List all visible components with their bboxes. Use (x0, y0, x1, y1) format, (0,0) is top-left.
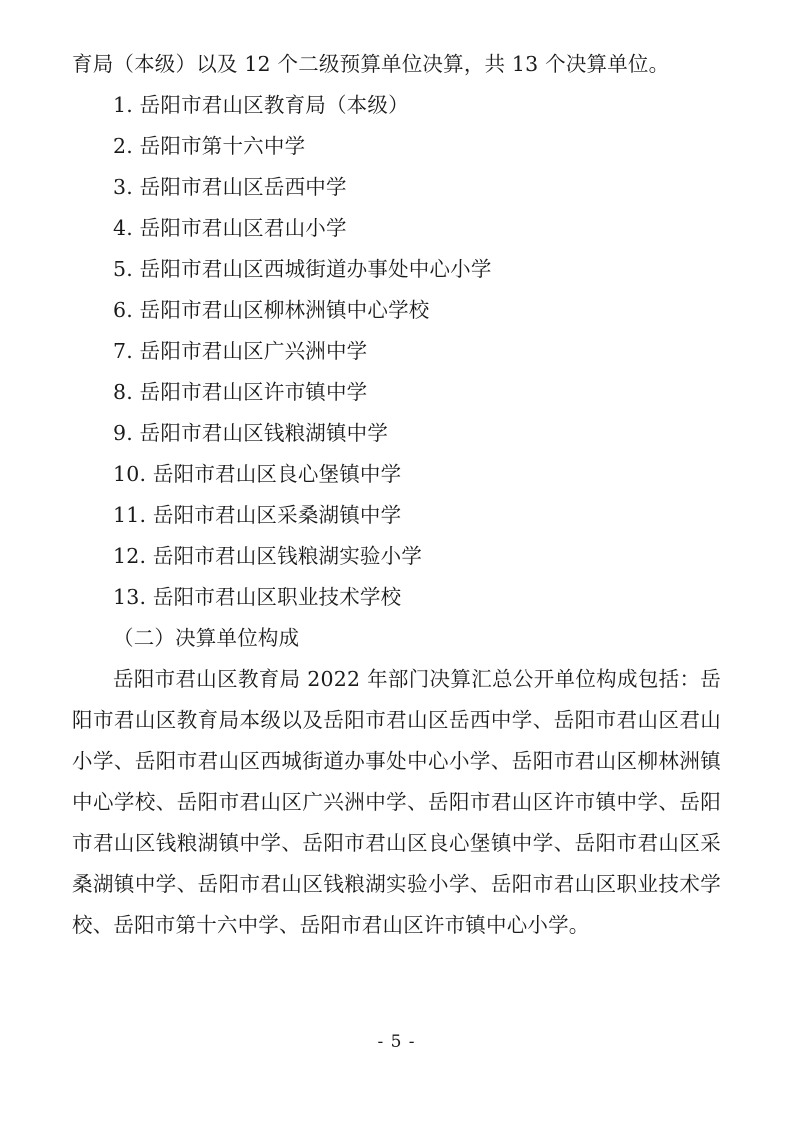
section-heading: （二）决算单位构成 (113, 626, 300, 650)
list-item: 7. 岳阳市君山区广兴洲中学 (113, 339, 368, 363)
list-item: 9. 岳阳市君山区钱粮湖镇中学 (113, 421, 389, 445)
top-paragraph: 育局（本级）以及 12 个二级预算单位决算，共 13 个决算单位。 (72, 52, 670, 76)
document-body (72, 44, 721, 946)
list-item: 11. 岳阳市君山区采桑湖镇中学 (113, 503, 402, 527)
section-paragraph: 岳阳市君山区教育局 2022 年部门决算汇总公开单位构成包括：岳阳市君山区教育局本级以及岳阳市君山区岳西中学、岳阳市君山区君山小学、岳阳市君山区西城街道办事处中心小学、岳阳市君山区柳林洲镇中心学校、岳阳市君山区广兴洲中学、岳阳市君山区许市镇中学、岳阳市君山区钱粮湖镇中学、岳阳市君山区良心堡镇中学、岳阳市君山区采桑湖镇中学、岳阳市君山区钱粮湖实验小学、岳阳市君山区职业技术学校、岳阳市第十六中学、岳阳市君山区许市镇中心小学。 (72, 667, 721, 937)
list-item: 6. 岳阳市君山区柳林洲镇中心学校 (113, 298, 430, 322)
list-item: 13. 岳阳市君山区职业技术学校 (113, 585, 402, 609)
list-item: 3. 岳阳市君山区岳西中学 (113, 175, 347, 199)
list-item: 10. 岳阳市君山区良心堡镇中学 (113, 462, 402, 486)
list-item: 2. 岳阳市第十六中学 (113, 134, 306, 158)
list-item: 12. 岳阳市君山区钱粮湖实验小学 (113, 544, 423, 568)
list-item: 4. 岳阳市君山区君山小学 (113, 216, 347, 240)
page-number: - 5 - (377, 1032, 416, 1052)
list-item: 5. 岳阳市君山区西城街道办事处中心小学 (113, 257, 492, 281)
list-item: 1. 岳阳市君山区教育局（本级） (113, 93, 409, 117)
list-item: 8. 岳阳市君山区许市镇中学 (113, 380, 368, 404)
